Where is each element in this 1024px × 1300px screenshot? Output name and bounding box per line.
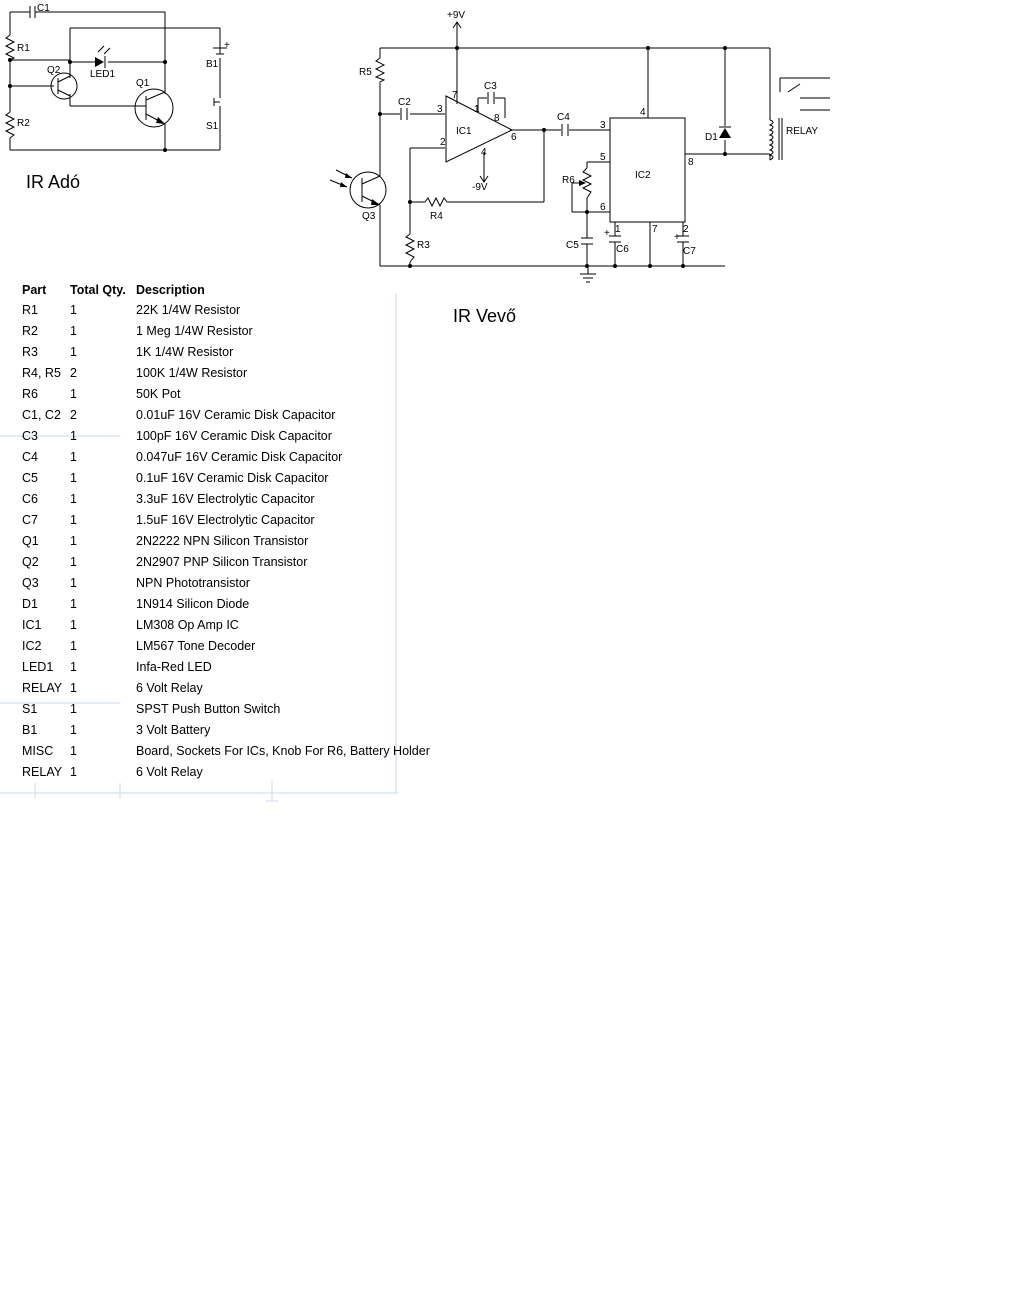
cell-qty: 1 [70,638,77,653]
cell-description: 1K 1/4W Resistor [136,344,234,359]
table-row [22,572,430,593]
table-row [22,509,430,530]
cell-part: C6 [22,491,38,506]
cell-part: C3 [22,428,38,443]
label-relay: RELAY [786,126,819,137]
cell-part: IC1 [22,617,42,632]
transmitter-title: IR Adó [26,172,81,192]
cell-qty: 1 [70,743,77,758]
cell-description: 100K 1/4W Resistor [136,365,248,380]
relay-symbol [770,118,782,160]
cell-qty: 1 [70,512,77,527]
cell-qty: 1 [70,386,77,401]
cell-part: C4 [22,449,38,464]
table-row [22,446,430,467]
label-c3: C3 [484,81,497,92]
cell-qty: 1 [70,344,77,359]
pin-ic1-7: 7 [452,90,458,101]
cell-description: 2N2222 NPN Silicon Transistor [136,533,309,548]
label-c5: C5 [566,240,579,251]
capacitor-c4-symbol [562,124,568,136]
table-row [22,740,430,761]
potentiometer-r6-symbol [579,168,591,198]
table-row [22,425,430,446]
pin-ic2-7: 7 [652,224,658,235]
header-part: Part [22,282,47,297]
cell-part: S1 [22,701,38,716]
label-c2: C2 [398,97,411,108]
table-row [22,614,430,635]
label-c4: C4 [557,112,570,123]
capacitor-c5-symbol [581,238,593,244]
cell-qty: 1 [70,533,77,548]
label-c1: C1 [37,3,50,14]
resistor-r5-symbol [376,58,384,82]
table-row [22,656,430,677]
pin-ic1-3: 3 [437,104,443,115]
pin-ic2-4: 4 [640,107,646,118]
transistor-q1-symbol [135,89,173,127]
cell-qty: 1 [70,428,77,443]
label-q2: Q2 [47,65,61,76]
label-c6: C6 [616,244,629,255]
table-row [22,719,430,740]
cell-description: 1.5uF 16V Electrolytic Capacitor [136,512,315,527]
label-q3: Q3 [362,211,376,222]
table-row [22,530,430,551]
cell-description: LM567 Tone Decoder [136,638,256,653]
cell-qty: 1 [70,302,77,317]
pin-ic1-6: 6 [511,132,517,143]
pin-ic2-6: 6 [600,202,606,213]
label-r4: R4 [430,211,443,222]
pin-ic1-8: 8 [494,113,500,124]
cell-description: 2N2907 PNP Silicon Transistor [136,554,308,569]
pin-ic1-4: 4 [481,147,487,158]
label-c7-plus: + [674,232,680,243]
cell-qty: 1 [70,470,77,485]
label-r6: R6 [562,175,575,186]
label-r3: R3 [417,240,430,251]
table-row [22,299,430,320]
resistor-r1-symbol [6,35,14,60]
cell-part: R4, R5 [22,365,61,380]
label-b1-plus: + [224,40,230,51]
resistor-r2-symbol [6,112,14,138]
cell-qty: 1 [70,617,77,632]
label-r5: R5 [359,67,372,78]
parts-list-table [22,280,430,782]
phototransistor-q3-symbol [330,170,386,208]
label-r2: R2 [17,118,30,129]
cell-description: 0.01uF 16V Ceramic Disk Capacitor [136,407,336,422]
parts-list-body [22,299,430,782]
cell-qty: 1 [70,575,77,590]
cell-part: Q3 [22,575,39,590]
cell-part: MISC [22,743,54,758]
cell-part: B1 [22,722,38,737]
pin-ic2-2: 2 [683,224,689,235]
cell-part: RELAY [22,680,63,695]
label-r1: R1 [17,43,30,54]
receiver-title: IR Vevő [453,306,517,326]
label-plus-9v: +9V [447,10,466,21]
cell-description: 0.1uF 16V Ceramic Disk Capacitor [136,470,329,485]
table-row [22,677,430,698]
capacitor-c3-symbol [488,92,494,104]
pin-ic2-1: 1 [615,224,621,235]
cell-part: Q1 [22,533,39,548]
table-row [22,383,430,404]
cell-qty: 1 [70,449,77,464]
label-c6-plus: + [604,228,610,239]
cell-qty: 2 [70,365,77,380]
transistor-q2-symbol [51,73,77,99]
cell-description: 6 Volt Relay [136,764,203,779]
label-b1: B1 [206,59,219,70]
label-ic2: IC2 [635,170,651,181]
table-row [22,698,430,719]
cell-part: C5 [22,470,38,485]
table-row [22,635,430,656]
cell-qty: 1 [70,323,77,338]
table-row [22,320,430,341]
label-c7: C7 [683,246,696,257]
cell-description: 3 Volt Battery [136,722,211,737]
table-row [22,488,430,509]
cell-description: 100pF 16V Ceramic Disk Capacitor [136,428,332,443]
cell-qty: 1 [70,491,77,506]
cell-part: IC2 [22,638,42,653]
cell-description: 1 Meg 1/4W Resistor [136,323,253,338]
resistor-r4-symbol [425,198,447,206]
cell-description: SPST Push Button Switch [136,701,281,716]
cell-description: Board, Sockets For ICs, Knob For R6, Battery Holder [136,743,430,758]
table-row [22,761,430,782]
led1-symbol [95,46,110,68]
header-total-qty: Total Qty. [70,282,126,297]
cell-qty: 2 [70,407,77,422]
pin-ic1-2: 2 [440,137,446,148]
cell-description: 22K 1/4W Resistor [136,302,241,317]
cell-qty: 1 [70,701,77,716]
cell-qty: 1 [70,764,77,779]
cell-qty: 1 [70,596,77,611]
cell-qty: 1 [70,554,77,569]
table-row [22,404,430,425]
cell-part: C7 [22,512,38,527]
cell-part: Q2 [22,554,39,569]
cell-description: 50K Pot [136,386,181,401]
table-row [22,551,430,572]
transmitter-circuit [6,3,230,192]
cell-part: LED1 [22,659,54,674]
pin-ic2-5: 5 [600,152,606,163]
cell-qty: 1 [70,680,77,695]
label-s1: S1 [206,121,219,132]
pin-ic2-3: 3 [600,120,606,131]
cell-part: R1 [22,302,38,317]
cell-part: C1, C2 [22,407,61,422]
capacitor-c2-symbol [401,108,407,120]
parts-list-header-row [22,280,430,299]
pin-ic1-1: 1 [474,104,480,115]
table-row [22,467,430,488]
cell-part: RELAY [22,764,63,779]
cell-part: R3 [22,344,38,359]
cell-description: 1N914 Silicon Diode [136,596,250,611]
receiver-circuit [330,10,830,326]
cell-part: R2 [22,323,38,338]
pin-ic2-8: 8 [688,157,694,168]
cell-qty: 1 [70,659,77,674]
label-minus-9v: -9V [472,182,488,193]
cell-description: Infa-Red LED [136,659,212,674]
diode-d1-symbol [719,127,731,138]
cell-description: 0.047uF 16V Ceramic Disk Capacitor [136,449,343,464]
capacitor-c6-symbol [609,236,621,242]
label-led1: LED1 [90,69,116,80]
label-ic1: IC1 [456,126,472,137]
resistor-r3-symbol [406,234,414,262]
table-row [22,593,430,614]
cell-description: 6 Volt Relay [136,680,203,695]
cell-part: R6 [22,386,38,401]
cell-qty: 1 [70,722,77,737]
cell-part: D1 [22,596,38,611]
header-description: Description [136,282,205,297]
cell-description: LM308 Op Amp IC [136,617,239,632]
label-d1: D1 [705,132,718,143]
label-q1: Q1 [136,78,150,89]
cell-description: 3.3uF 16V Electrolytic Capacitor [136,491,315,506]
cell-description: NPN Phototransistor [136,575,250,590]
table-row [22,341,430,362]
table-row [22,362,430,383]
